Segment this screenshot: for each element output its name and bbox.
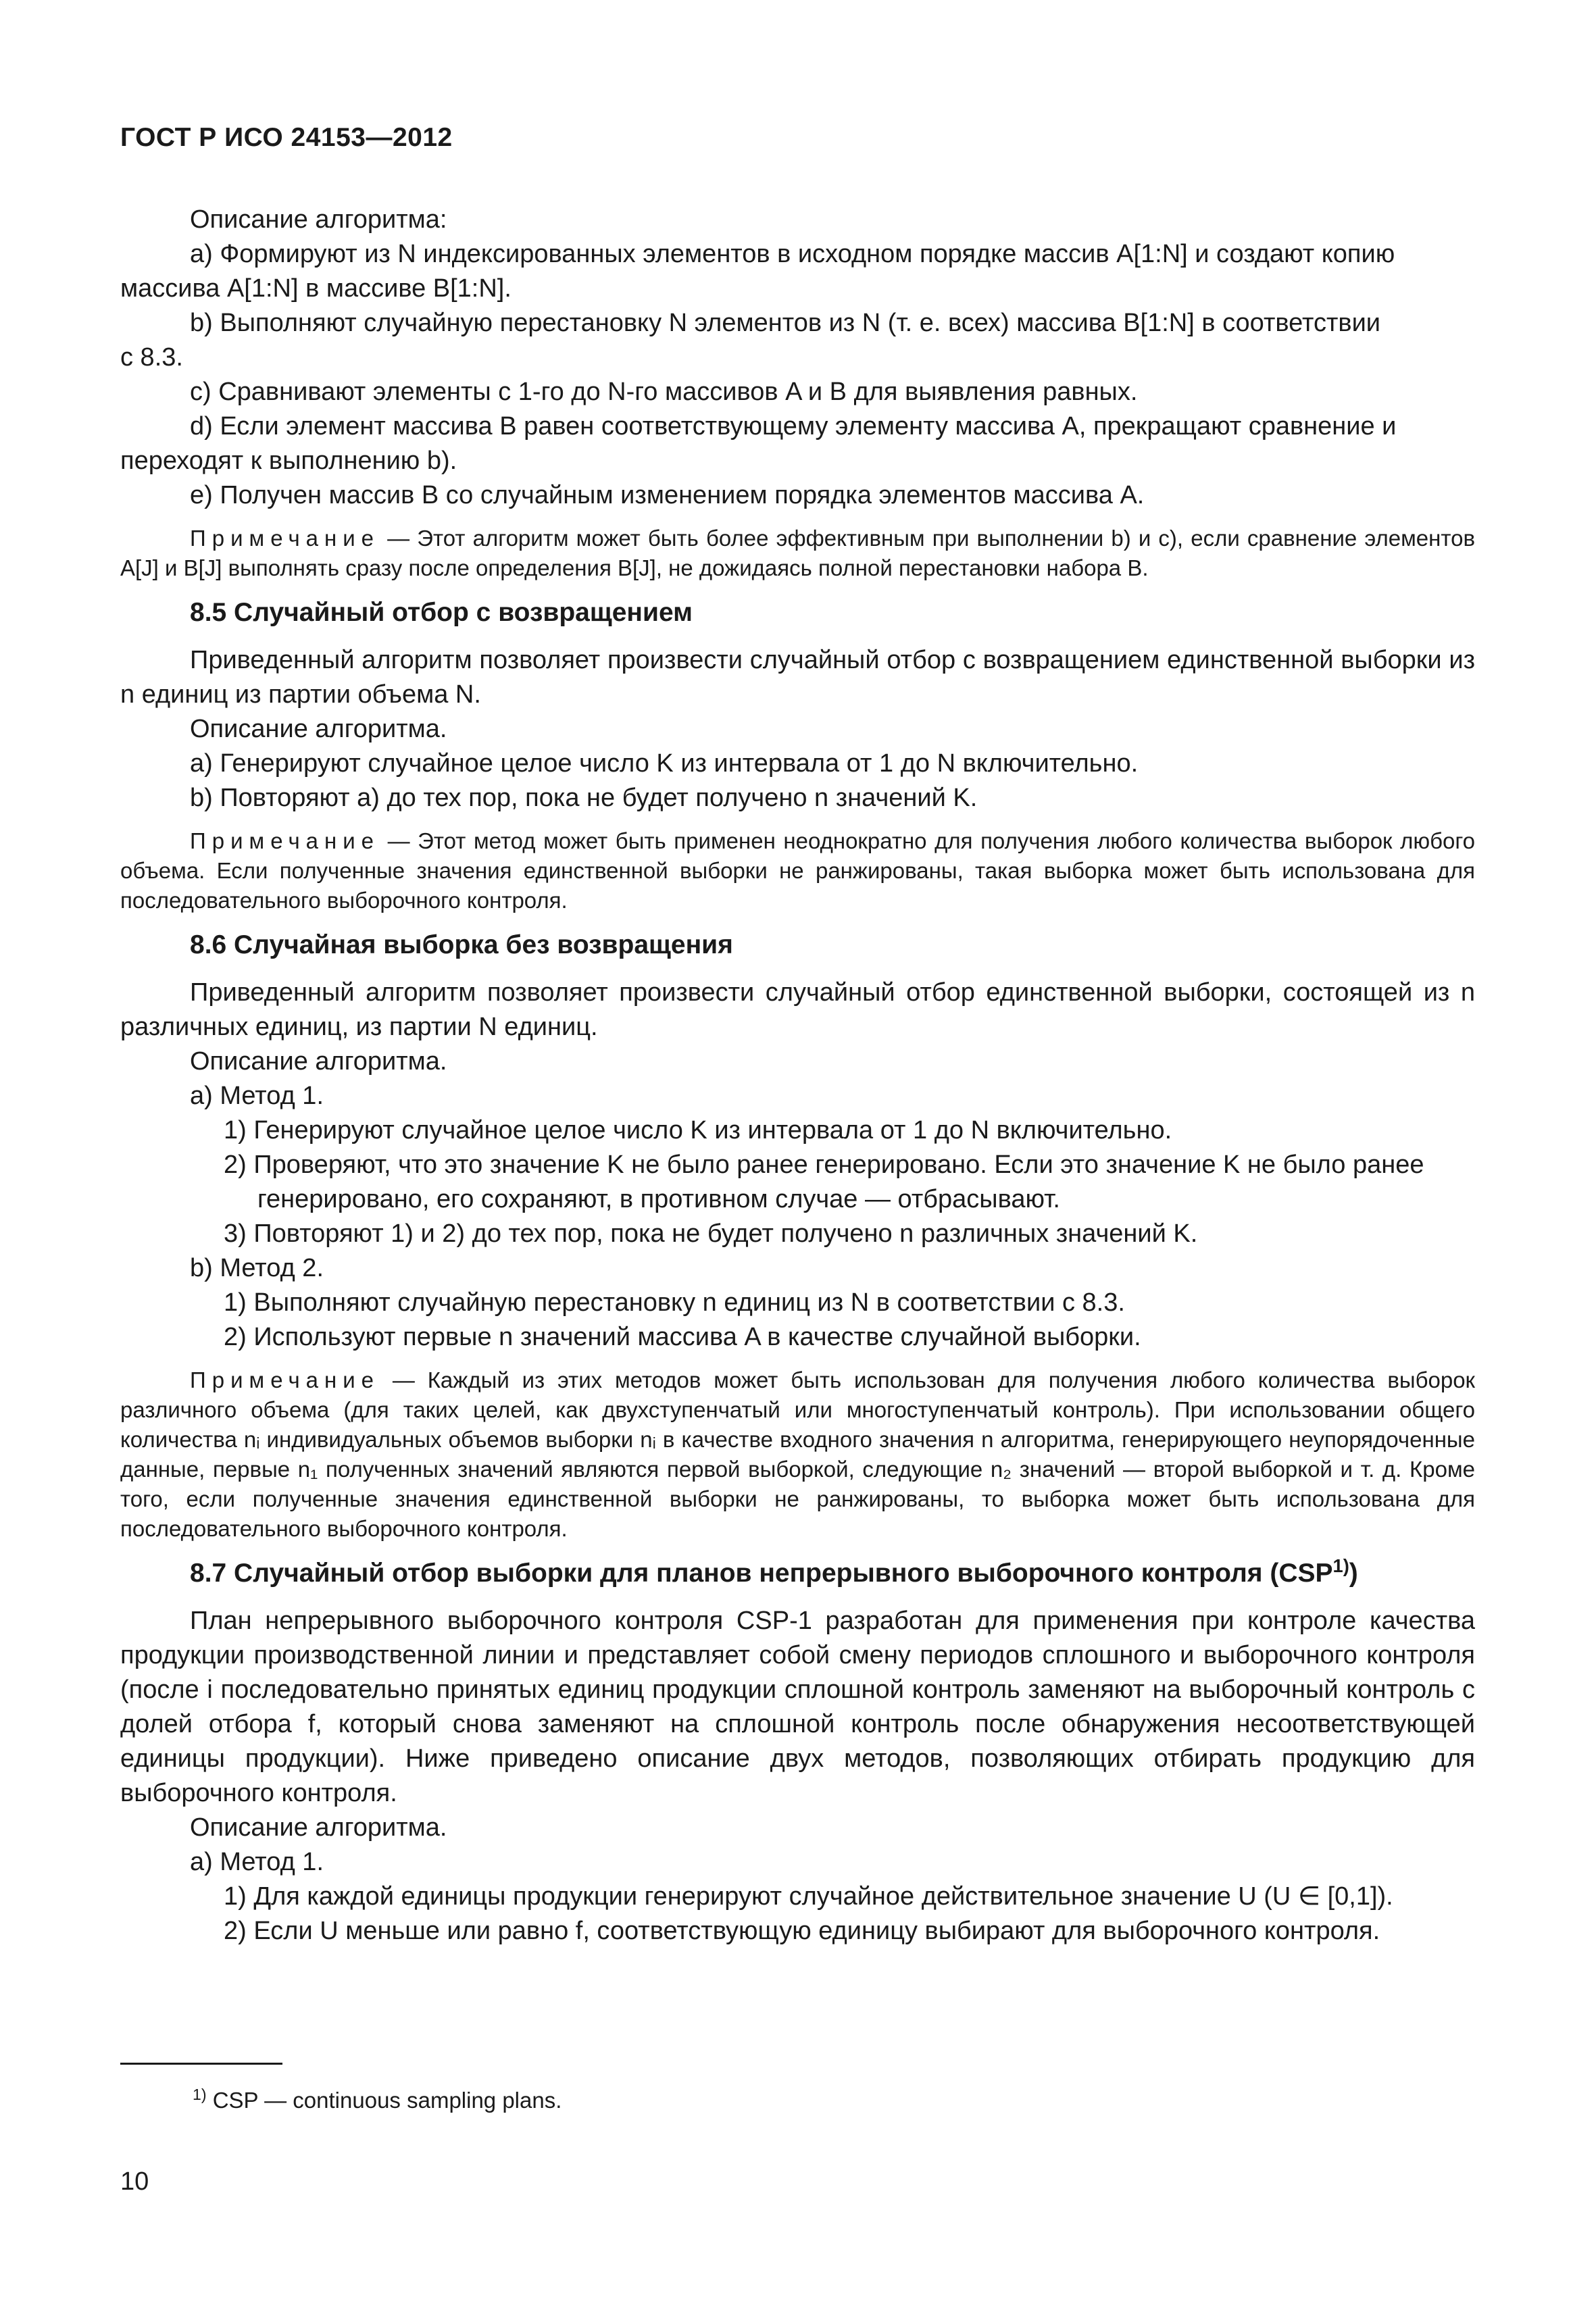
section-8-5-step-a: а) Генерируют случайное целое число K из интервала от 1 до N включительно. — [190, 749, 1139, 778]
note-label: Примечание — [190, 1367, 380, 1392]
method-1-step-2 — [120, 1148, 1475, 1217]
note-text: — Этот алгоритм может быть более эффективным при выполнении b) и c), если сравнение элементов A[J] и B[J] выполнять сразу после определения B[J], не дожидаясь полной перестановки набора B. — [120, 526, 1475, 580]
step-a-line1: а) Формируют из N индексированных элементов в исходном порядке массив A[1:N] и создают копию — [190, 240, 1395, 268]
footnote-mark: 1) — [193, 2086, 207, 2103]
method-1-step-1: 1) Генерируют случайное целое число K из интервала от 1 до N включительно. — [224, 1116, 1172, 1145]
step-b-line2: с 8.3. — [120, 343, 183, 372]
page-number: 10 — [120, 2167, 149, 2196]
method-1-step-3: 3) Повторяют 1) и 2) до тех пор, пока не будет получено n различных значений K. — [224, 1219, 1198, 1248]
note-text: — Этот метод может быть применен неоднократно для получения любого количества выборок любого объема. Если полученные значения единственной выборки не ранжированы, такая выборка может быть использована для последовательного выборочного контроля. — [120, 828, 1475, 913]
method-1-step-2-line1: 2) Проверяют, что это значение K не было ранее генерировано. Если это значение K не было ранее — [224, 1151, 1424, 1179]
step-a-line2: массива A[1:N] в массиве B[1:N]. — [120, 274, 512, 303]
note-text: — Каждый из этих методов может быть использован для получения любого количества выборок различного объема (для таких целей, как двухступенчатый или многоступенчатый контроль). При использовании общего количества nᵢ индивидуальных объемов выборки nᵢ в качестве входного значения n алгоритма, генерирующего неупорядоченные данные, первые n₁ полученных значений являются первой выборкой, следующие n₂ значений — второй выборкой и т. д. Кроме того, если полученные значения единственной выборки не ранжированы, то выборка может быть использована для последовательного выборочного контроля. — [120, 1367, 1475, 1541]
section-8-5-heading: 8.5 Случайный отбор с возвращением — [190, 598, 693, 627]
section-8-7-description-label: Описание алгоритма. — [190, 1813, 447, 1842]
method-2-step-2: 2) Используют первые n значений массива A в качестве случайной выборки. — [224, 1323, 1141, 1351]
step-d-line1: d) Если элемент массива B равен соответствующему элементу массива A, прекращают сравнение и — [190, 412, 1397, 441]
footnote — [193, 2086, 562, 2115]
footnote-separator — [120, 2063, 282, 2065]
footnote-reference[interactable]: 1) — [1332, 1555, 1349, 1576]
section-8-5-description-label: Описание алгоритма. — [190, 715, 447, 743]
section-8-7-method-1-step-2: 2) Если U меньше или равно f, соответствующую единицу выбирают для выборочного контроля. — [224, 1917, 1380, 1945]
section-8-5-intro: Приведенный алгоритм позволяет произвести случайный отбор с возвращением единственной выборки из n единиц из партии объема N. — [120, 646, 1475, 709]
section-8-6-description-label: Описание алгоритма. — [190, 1047, 447, 1076]
algorithm-description-label: Описание алгоритма: — [190, 205, 447, 234]
document-body — [120, 203, 1475, 1948]
step-b-line1: b) Выполняют случайную перестановку N элементов из N (т. е. всех) массива B[1:N] в соответствии — [190, 309, 1381, 337]
section-8-6-heading: 8.6 Случайная выборка без возвращения — [190, 930, 733, 959]
step-c: c) Сравнивают элементы с 1-го до N-го массивов A и B для выявления равных. — [190, 378, 1138, 406]
method-1-step-2-line2: генерировано, его сохраняют, в противном случае — отбрасывают. — [257, 1185, 1060, 1213]
section-8-7-heading-end: ) — [1349, 1559, 1358, 1588]
step-d-line2: переходят к выполнению b). — [120, 447, 457, 475]
section-8-6-intro: Приведенный алгоритм позволяет произвести случайный отбор единственной выборки, состоящей из n различных единиц, из партии N единиц. — [120, 978, 1475, 1041]
section-8-7-method-1-step-1: 1) Для каждой единицы продукции генерируют случайное действительное значение U (U ∈ [0,1]). — [224, 1882, 1393, 1911]
standard-header: ГОСТ Р ИСО 24153—2012 — [120, 123, 453, 152]
section-8-7-intro: План непрерывного выборочного контроля CSP-1 разработан для применения при контроле качества продукции производственной линии и представляет собой смену периодов сплошного и выборочного контроля (после i последовательно принятых единиц продукции сплошной контроль заменяют на выборочный контроль с долей отбора f, который снова заменяют на сплошной контроль после обнаружения несоответствующей единицы продукции). Ниже приведено описание двух методов, позволяющих отбирать продукцию для выборочного контроля. — [120, 1607, 1475, 1807]
method-2-step-1: 1) Выполняют случайную перестановку n единиц из N в соответствии с 8.3. — [224, 1288, 1125, 1317]
section-8-5-step-b: b) Повторяют а) до тех пор, пока не будет получено n значений K. — [190, 784, 978, 812]
note-label: Примечание — [190, 828, 380, 853]
note-label: Примечание — [190, 526, 380, 551]
note-8-6 — [120, 1365, 1475, 1544]
method-2-label: b) Метод 2. — [190, 1254, 324, 1282]
footnote-text: CSP — continuous sampling plans. — [206, 2088, 562, 2113]
method-1-label: а) Метод 1. — [190, 1082, 324, 1110]
note-8-5 — [120, 826, 1475, 915]
section-8-7-heading-text: 8.7 Случайный отбор выборки для планов непрерывного выборочного контроля (CSP — [190, 1559, 1333, 1588]
section-8-7-method-1-label: а) Метод 1. — [190, 1848, 324, 1876]
step-e: e) Получен массив B со случайным изменением порядка элементов массива A. — [190, 481, 1145, 509]
section-8-7-heading — [120, 1556, 1475, 1590]
note-8-4 — [120, 524, 1475, 583]
